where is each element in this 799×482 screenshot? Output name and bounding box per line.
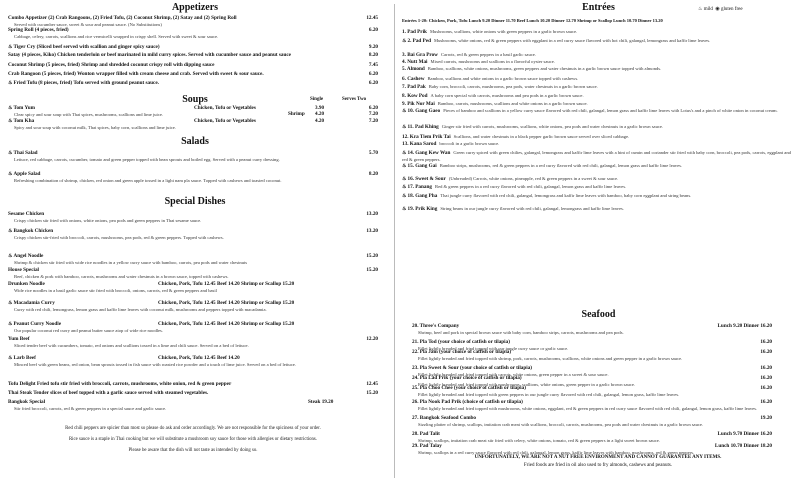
chili-icon: ♨ bbox=[8, 254, 13, 259]
chili-icon: ♨ bbox=[402, 39, 407, 44]
chili-icon: ♨ bbox=[402, 109, 407, 114]
right-column bbox=[398, 0, 799, 482]
entree-item: 8. Kow Pod A baby corn special with carrots, mushrooms and pea pods in a garlic brown sauce. bbox=[402, 93, 584, 99]
seafood-item: 21. Pla Tod (your choice of catfish or tilapia) 16.20 Fillet lightly breaded and fried topped with our jungle curry sauce or garlic sauce. bbox=[412, 339, 772, 351]
chili-icon: ♨ bbox=[402, 177, 407, 182]
entrees-heading: Entrées bbox=[582, 2, 615, 13]
entree-item: 5. Almond Bamboo, scallions, white onions, mushrooms, green peppers and water chestnuts in a garlic brown sauce topped with almonds. bbox=[402, 66, 662, 72]
legend: ♨ mild ◉ gluten free bbox=[698, 7, 743, 12]
special-item: Thai Steak Tender slices of beef topped with a garlic sauce served with steamed vegetables. 15.20 bbox=[8, 390, 378, 396]
appetizer-item: ♨Fried Tofu (8 pieces, fried) Tofu served with ground peanut sauce. 6.20 bbox=[8, 80, 378, 86]
seafood-heading: Seafood bbox=[581, 309, 616, 320]
entree-item: ♨2. Pad Ped Mushrooms, white onions, red & green peppers with eggplant in a red curry sauce flavored with hot chili, galangal, lemongrass and kaffir lime leaves. bbox=[402, 38, 711, 44]
salads-heading: Salads bbox=[181, 136, 209, 147]
seafood-item: 27. Bangkok Seafood Combo 19.20 Sizzling platter of shrimp, scallops, imitation crab meat with scallions, broccoli, carrots, mushrooms, pea pods and water chestnuts in a garlic brown sauce. bbox=[412, 415, 772, 427]
appetizer-item: Crab Rangoon (5 pieces, fried) Wonton wrapper filled with cream cheese and crab. Served with sweet & sour sauce. 6.20 bbox=[8, 71, 378, 77]
special-item: Bangkok Special Steak 19.20 Stir fried broccoli, carrots, red & green peppers in a special sauce and garlic sauce. bbox=[8, 399, 334, 411]
appetizer-item: Satay (4 pieces, Kiko) Chicken tenderloin or beef marinated in mild curry spices. Served with cucumber sauce and peanut sauce 8.20 bbox=[8, 52, 378, 58]
chili-icon: ♨ bbox=[8, 151, 13, 156]
entree-item: 7. Pad Pak Baby corn, broccoli, carrots, mushrooms, pea pods, water chestnuts in a garlic brown sauce. bbox=[402, 84, 598, 90]
entree-item: ♨15. Gang Gai Bamboo strips, mushrooms, red & green peppers in a red curry flavored with red chili, galangal, lemon grass and kaffir lime leaves. bbox=[402, 163, 683, 169]
soup-item: ♨Tom Yum Chicken, Tofu or Vegetables 3.90 6.20 Clear spicy and sour soup with Thai spices, mushrooms, scallions and lime juice. Shrimp 4.20 7.20 bbox=[8, 105, 378, 117]
chili-icon: ♨ bbox=[402, 151, 407, 156]
chili-icon: ♨ bbox=[8, 119, 13, 124]
salad-item: ♨Thai Salad 5.70 Lettuce, red cabbage, carrots, cucumber, tomato and green pepper topped with bean sprouts and boiled egg. Served with a peanut curry dressing. bbox=[8, 150, 378, 162]
entree-item: 4. Nutt Mai Mixed carrots, mushrooms and scallions in a flavorful oyster sauce. bbox=[402, 59, 555, 65]
special-item: House Special 15.20 Beef, chicken & pork with bamboo, carrots, mushrooms and water chestnuts in a brown sauce, topped with cashews. bbox=[8, 267, 378, 279]
fryer-disclaimer: Fried foods are fried in oil also used to fry almonds, cashews and peanuts. bbox=[523, 463, 673, 468]
seafood-item: 22. Pla Jam (your choice of catfish or tilapia) 16.20 Fillet lightly breaded and fried topped with shrimp, pork, carrots, mushrooms, scallions, white onions and green pepper in a garlic brown sauce. bbox=[412, 349, 772, 361]
chili-icon: ♨ bbox=[402, 194, 407, 199]
chili-icon: ♨ bbox=[8, 229, 13, 234]
chili-icon: ♨ bbox=[402, 185, 407, 190]
special-item: ♨Larb Beef Chicken, Pork, Tofu 12.45 Beef 14.20 Minced beef with green beans, red onion, bean sprouts tossed in fish sauce with roasted rice powder and a touch of lime juice. Served on a bed of lettuce. bbox=[8, 355, 296, 367]
appetizer-item: Combo Appetizer (2) Crab Rangoons, (2) Fried Tofu, (2) Coconut Shrimp, (2) Satay and (2) Spring Roll 12.45 Served with cucumber sauce, sweet & sour and peanut sauce. (No Substitutions) bbox=[8, 15, 378, 27]
soup-col-serves: Serves Two bbox=[342, 97, 367, 102]
entree-item: 6. Cashew Bamboo, scallions and white onions in a garlic brown sauce topped with cashews. bbox=[402, 76, 579, 82]
column-divider bbox=[394, 4, 395, 478]
soup-col-single: Single bbox=[310, 97, 324, 102]
chili-icon: ♨ bbox=[8, 106, 13, 111]
entree-item: ♨10. Gang Gaeo Pieces of bamboo and scallions in a yellow curry sauce flavored with red chili, galangal, lemon grass and kaffir lime leaves with Lotus's and a pinch of white onion in coconut cream. bbox=[402, 108, 778, 114]
chili-icon: ♨ bbox=[8, 45, 13, 50]
special-item: Yum Beef 12.20 Sliced tender beef with cucumbers, tomato, red onions and scallions tossed in a lime and chili sauce. Served on a bed of lettuce. bbox=[8, 336, 378, 348]
soy-note: Rice sauce is a staple in Thai cooking but we will substitute a mushroom soy sauce for those with allergies or dietary restrictions. bbox=[68, 437, 317, 442]
entree-item: 9. Pik Nor Mai Bamboo, carrots, mushrooms, scallions and white onions in a garlic brown sauce. bbox=[402, 101, 588, 107]
special-item: Tofu Delight Fried tofu stir fried with broccoli, carrots, mushrooms, white onion, red & green pepper 12.45 bbox=[8, 381, 378, 387]
appetizers-heading: Appetizers bbox=[171, 2, 219, 13]
chili-icon: ♨ bbox=[8, 356, 13, 361]
chili-icon: ♨ bbox=[698, 7, 703, 12]
nut-disclaimer: UNFORTUNATELY, WE ARE NOT A NUT FREE ENVIRONMENT AND CANNOT GUARANTEE ANY ITEMS. bbox=[474, 455, 722, 460]
seafood-item: 26. Pla Nook Pad Prik (choice of catfish or tilapia) 16.20 Fillet lightly breaded and fried topped with mushrooms, white onions, eggplant, red & green peppers in red curry sauce flavored with red chili, galangal, lemon grass, kaffir lime leaves. bbox=[412, 399, 772, 411]
seafood-item: 20. Three's Company Lunch 9.20 Dinner 16.20 Shrimp, beef and pork in special brown sauce with baby corn, bamboo strips, carrots, mushrooms and pea pods. bbox=[412, 323, 772, 335]
entree-item: ♨14. Gang Kew Wan Green curry spiced with green chilies, galangal, lemongrass and kaffir lime leaves with a hint of cumin and coriander stir fried with baby corn, broccoli, pea pods, carrots, eggplant and red & green peppers. bbox=[402, 150, 791, 162]
soup-item: ♨Tom Kha Chicken, Tofu or Vegetables 4.20 7.20 Spicy and sour soup with coconut milk, Thai spices, baby corn, scallions and lime juice. bbox=[8, 118, 378, 130]
entree-item: 3. Bai Gra Prow Carrots, red & green peppers in a basil garlic sauce. bbox=[402, 52, 536, 58]
entree-item: ♨17. Panang Red & green peppers in a red curry flavored with red chili, galangal, lemon grass and kaffir lime leaves. bbox=[402, 184, 627, 190]
gluten-free-icon: ◉ bbox=[715, 7, 720, 12]
seafood-item: 24. Pla Lad Prik (your choice of catfish or tilapia) 16.20 Fillet lightly breaded and fried topped with mushrooms, scallions, white onions, green pepper in a garlic brown sauce. bbox=[412, 375, 772, 387]
chili-icon: ♨ bbox=[8, 301, 13, 306]
chili-icon: ♨ bbox=[402, 125, 407, 130]
entree-item: 12. Kra Tiem Prik Tai Scallions, and water chestnuts in a black pepper garlic brown sauce served over sliced cabbage. bbox=[402, 134, 630, 140]
special-item: ♨Macadamia Curry Chicken, Pork, Tofu 12.45 Beef 14.20 Shrimp or Scallop 15.20 Curry with red chili, lemongrass, lemon grass and kaffir lime leaves with coconut milk, mushrooms and peppers topped with macadamia. bbox=[8, 300, 295, 312]
spice-note: Red chili peppers are spicier than most so please do ask and order accordingly. We are not responsible for the spiciness of your order. bbox=[65, 426, 321, 431]
seafood-item: 23. Pla Sweet & Sour (your choice of catfish or tilapia) 16.20 Fillet lightly breaded and fried topped with carrots, white onions, green pepper in a sweet & sour sauce. bbox=[412, 365, 772, 377]
chili-icon: ♨ bbox=[8, 322, 13, 327]
special-item: ♨Angel Noodle 15.20 Shrimp & chicken stir fried with wide rice noodles in a yellow curry sauce with bamboo, carrots, pea pods and water chestnuts bbox=[8, 253, 378, 265]
appetizer-item: Coconut Shrimp (5 pieces, fried) Shrimp and shredded coconut crispy roll with dipping sauce 7.45 bbox=[8, 62, 378, 68]
entree-item: ♨16. Sweet & Sour (Unbreaded) Carrots, white onions, pineapple, red & green peppers in a sweet & sour sauce. bbox=[402, 176, 619, 182]
special-item: ♨Peanut Curry Noodle Chicken, Pork, Tofu 12.45 Beef 14.20 Shrimp or Scallop 15.20 Our popular coconut red curry and peanut butter sauce atop of wide rice noodles. bbox=[8, 321, 295, 333]
special-dishes-heading: Special Dishes bbox=[164, 196, 226, 207]
entree-item: 13. Kana Sarod broccoli in a garlic brown sauce. bbox=[402, 141, 500, 147]
chili-icon: ♨ bbox=[8, 81, 13, 86]
entree-item: ♨19. Prik King String beans in our jungle curry flavored with red chili, galangal, lemongrass and kaffir lime leaves. bbox=[402, 206, 624, 212]
special-item: Drunken Noodle Chicken, Pork, Tofu 12.45 Beef 14.20 Shrimp or Scallop 15.20 Wide rice noodles in a basil garlic sauce stir fried with broccoli, onions, carrots, red & green peppers and basil bbox=[8, 281, 295, 293]
entree-item: ♨18. Gang Pha Thai jungle curry flavored with red chili, galangal, lemongrass and kaffir lime leaves with bamboo, baby corn eggplant and string beans. bbox=[402, 193, 692, 199]
taste-note: Please be aware that the dish will not taste as intended by doing so. bbox=[128, 448, 258, 453]
seafood-item: 25. Pla Choo Chee (your choice of catfish or tilapia) 16.20 Fillet lightly breaded and fried topped with green peppers in our jungle curry flavored with red chili, galangal, lemon grass, kaffir lime leaves. bbox=[412, 385, 772, 397]
chili-icon: ♨ bbox=[402, 164, 407, 169]
seafood-item: 29. Pad Talay Lunch 10.70 Dinner 18.20 Shrimp, scallops in a red curry sauce flavored with red chili, galangal, lemon grass, kaffir lime leaves with bamboo, mushrooms, red & green peppers. bbox=[412, 443, 772, 455]
entree-price-header: Entrées 1-20: Chicken, Pork, Tofu Lunch 9.20 Dinner 11.70 Beef Lunch 10.20 Dinner 12.70 Shrimp or Scallop Lunch 10.70 Dinner 13.20 bbox=[402, 18, 663, 23]
chili-icon: ♨ bbox=[8, 172, 13, 177]
entree-item: ♨11. Pad Khing Ginger stir fried with carrots, mushrooms, scallions, white onions, pea pods and water chestnuts in a garlic brown sauce. bbox=[402, 124, 664, 130]
appetizer-item: ♨Tiger Cry (Sliced beef served with scallion and ginger spicy sauce) 9.20 bbox=[8, 44, 378, 50]
special-item: Sesame Chicken 13.20 Crispy chicken stir fried with onions, white onions, pea pods and green peppers in Thai sesame sauce. bbox=[8, 211, 378, 223]
chili-icon: ♨ bbox=[402, 207, 407, 212]
left-column bbox=[0, 0, 390, 482]
special-item: ♨Bangkok Chicken 13.20 Crispy chicken stir-fried with broccoli, carrots, mushrooms, pea pods, red & green peppers. Topped with cashews. bbox=[8, 228, 378, 240]
entree-item: 1. Pad Prik Mushrooms, scallions, white onions with green peppers in a garlic brown sauce. bbox=[402, 29, 578, 35]
appetizer-item: Spring Roll (4 pieces, fried) 6.20 Cabbage, celery, carrots, scallions and rice vermicelli wrapped in crispy shell. Served with sweet & sour sauce. bbox=[8, 27, 378, 39]
seafood-item: 28. Pad Talit Lunch 9.70 Dinner 16.20 Shrimp, scallops, imitation crab meat stir fried with celery, white onions, tomato, red & green peppers in a light sweet brown sauce. bbox=[412, 431, 772, 443]
salad-item: ♨Apple Salad 8.20 Refreshing combination of shrimp, chicken, red onion and green apple tossed in a light nam pla sauce. Topped with cashews and toasted coconut. bbox=[8, 171, 378, 183]
soups-heading: Soups bbox=[182, 94, 208, 105]
